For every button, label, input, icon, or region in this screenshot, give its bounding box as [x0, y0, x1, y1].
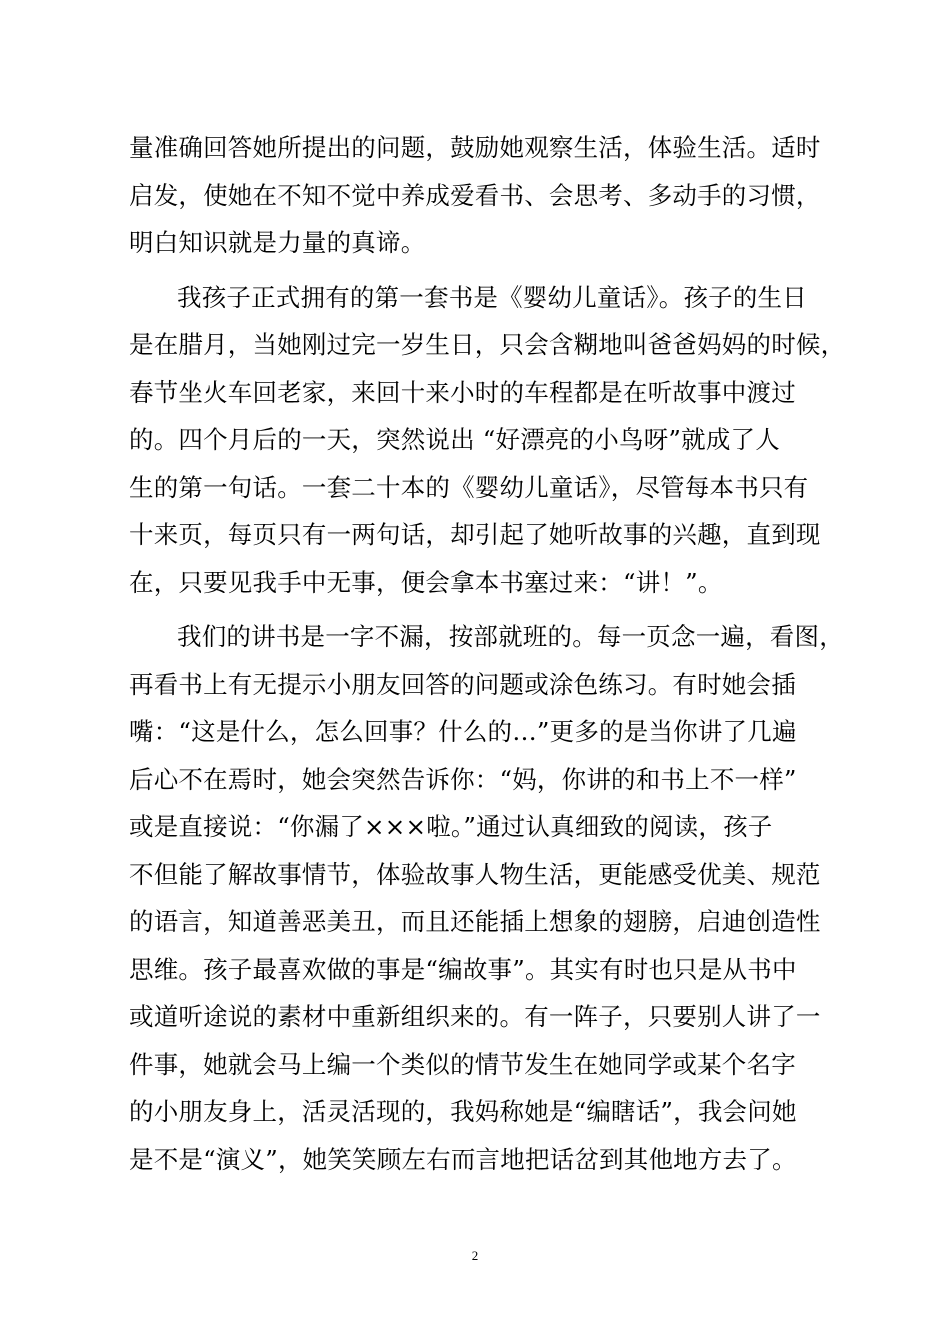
text-line: 在，只要见我手中无事，便会拿本书塞过来：“讲！”。 — [129, 567, 723, 597]
page-number: 2 — [471, 1248, 479, 1263]
text-line: 再看书上有无提示小朋友回答的问题或涂色练习。有时她会插 — [129, 669, 796, 699]
text-line: 是不是“演义”，她笑笑顾左右而言地把话岔到其他地方去了。 — [129, 1144, 797, 1174]
text-line: 我孩子正式拥有的第一套书是《婴幼儿童话》。孩子的生日 — [177, 282, 807, 312]
body-text — [129, 124, 846, 1183]
text-line: 明白知识就是力量的真谛。 — [129, 228, 426, 257]
text-line: 嘴：“这是什么，怎么回事？什么的…”更多的是当你讲了几遍 — [129, 717, 797, 746]
text-line: 是在腊月，当她刚过完一岁生日，只会含糊地叫爸爸妈妈的时候， — [129, 330, 846, 359]
text-line: 或道听途说的素材中重新组织来的。有一阵子，只要别人讲了一 — [129, 1002, 821, 1031]
text-line: 的小朋友身上，活灵活现的，我妈称她是“编瞎话”，我会问她 — [129, 1097, 797, 1126]
text-line: 不但能了解故事情节，体验故事人物生活，更能感受优美、规范 — [129, 859, 821, 889]
text-line: 的。四个月后的一天，突然说出 “好漂亮的小鸟呀”就成了人 — [129, 425, 780, 454]
text-line: 后心不在焉时，她会突然告诉你：“妈，你讲的和书上不一样” — [129, 764, 797, 794]
text-line: 十来页，每页只有一两句话，却引起了她听故事的兴趣，直到现 — [129, 520, 821, 549]
text-line: 量准确回答她所提出的问题，鼓励她观察生活，体验生活。适时 — [129, 133, 821, 162]
text-line: 的语言，知道善恶美丑，而且还能插上想象的翅膀，启迪创造性 — [129, 907, 821, 936]
text-line: 思维。孩子最喜欢做的事是“编故事”。其实有时也只是从书中 — [129, 954, 797, 984]
text-line: 或是直接说：“你漏了×××啦。”通过认真细致的阅读，孩子 — [129, 812, 773, 841]
text-line: 生的第一句话。一套二十本的《婴幼儿童话》，尽管每本书只有 — [129, 472, 809, 502]
text-line: 件事，她就会马上编一个类似的情节发生在她同学或某个名字 — [129, 1049, 796, 1079]
text-line: 我们的讲书是一字不漏，按部就班的。每一页念一遍，看图， — [177, 622, 844, 651]
text-line: 春节坐火车回老家，来回十来小时的车程都是在听故事中渡过 — [129, 377, 796, 407]
text-line: 启发，使她在不知不觉中养成爱看书、会思考、多动手的习惯， — [129, 180, 821, 210]
